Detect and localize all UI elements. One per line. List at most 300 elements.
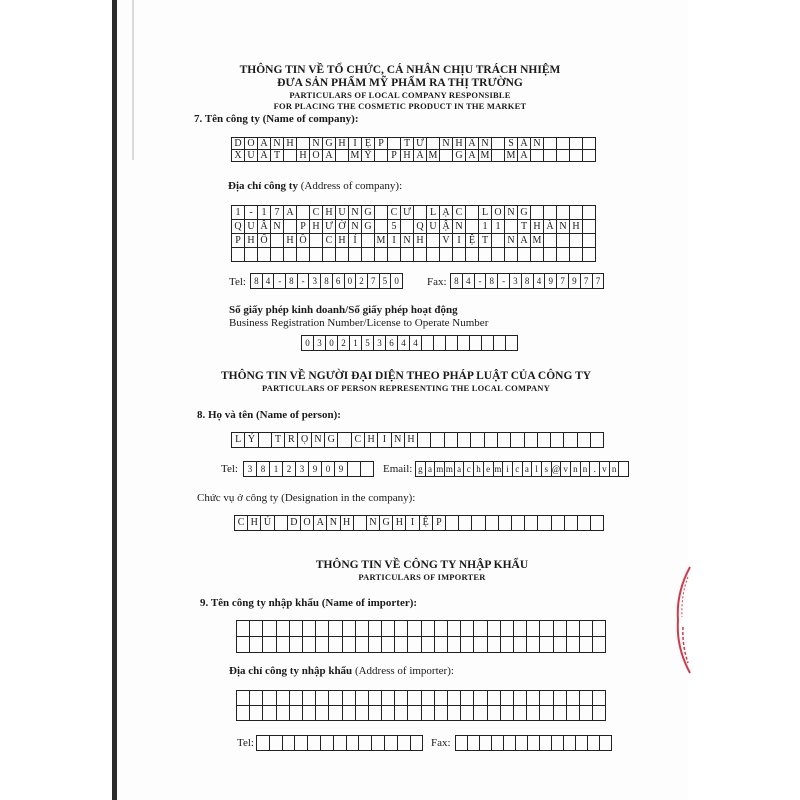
char-box: N [392,433,405,448]
importer-name-grid[interactable] [236,620,606,653]
char-box [567,637,580,653]
char-box [401,248,414,262]
char-box [511,433,524,448]
char-box: 7 [593,274,605,289]
char-box: a [523,462,533,477]
char-box [514,706,527,721]
char-box: M [505,150,518,162]
char-box [461,706,474,721]
char-box: G [325,433,338,448]
char-box [593,637,606,653]
person-email-grid[interactable] [415,461,629,477]
importer-name-label [200,597,417,609]
char-box: N [505,206,518,220]
importer-fax-label: Fax: [431,737,451,749]
char-box [290,621,303,637]
char-box: L [232,433,245,448]
char-box [408,621,421,637]
char-box [567,621,580,637]
char-box [461,621,474,637]
char-box [593,621,606,637]
char-box: C [352,433,365,448]
char-box: s [542,462,552,477]
char-box [431,433,444,448]
person-name-label-text: Họ và tên (Name of person): [208,409,341,421]
char-box: H [393,516,406,531]
char-box: e [484,462,494,477]
char-box [506,336,518,351]
char-box [369,621,382,637]
char-box [414,248,427,262]
char-box: Ọ [298,433,311,448]
char-box [557,248,570,262]
char-box [375,150,388,162]
char-box [336,150,349,162]
char-box [408,637,421,653]
char-box: À [544,220,557,234]
char-box [408,706,421,721]
person-email-label: Email: [383,463,413,475]
char-box [591,433,604,448]
char-box: D [232,138,245,150]
char-box [343,691,356,706]
char-box [501,691,514,706]
char-box [329,691,342,706]
char-box: P [433,516,446,531]
char-box: - [498,274,510,289]
char-box [375,220,388,234]
char-box [458,433,471,448]
char-box: M [427,150,440,162]
char-box: C [388,206,401,220]
char-box [359,736,372,751]
char-box [356,706,369,721]
char-box [435,706,448,721]
char-box: v [600,462,610,477]
char-box [334,736,347,751]
char-box [369,706,382,721]
char-box [338,433,351,448]
char-box [492,138,505,150]
char-box [401,220,414,234]
char-box: P [388,150,401,162]
char-box: 2 [356,274,368,289]
char-box: V [440,234,453,248]
char-box [362,234,375,248]
char-box: 7 [368,274,380,289]
char-box [448,691,461,706]
char-box [501,621,514,637]
char-box [593,706,606,721]
designation-label: Chức vụ ở công ty (Designation in the company): [197,492,416,504]
char-box: . [590,462,600,477]
char-box: L [479,206,492,220]
importer-heading: THÔNG TIN VỀ CÔNG TY NHẬP KHẨU [315,559,529,571]
char-box: H [284,234,297,248]
char-box: n [571,462,581,477]
char-box [448,637,461,653]
char-box: N [531,138,544,150]
char-box: H [365,433,378,448]
char-box: Ó [310,150,323,162]
char-box: A [518,234,531,248]
char-box [258,248,271,262]
char-box [422,637,435,653]
char-box [284,220,297,234]
char-box: H [531,220,544,234]
section-number: 9. [200,597,209,609]
char-box: c [513,462,523,477]
char-box: 1 [258,206,271,220]
char-box [411,736,424,751]
char-box [576,736,588,751]
char-box [283,736,296,751]
char-box: C [235,516,248,531]
char-box [388,248,401,262]
char-box [336,248,349,262]
char-box [290,637,303,653]
license-label-en: Business Registration Number/License to Operate Number [229,317,489,329]
char-box: 2 [283,462,296,477]
char-box [570,234,583,248]
company-tel-grid[interactable] [250,273,403,289]
char-box: 3 [510,274,522,289]
char-box [588,736,600,751]
char-box [445,433,458,448]
char-box: A [518,150,531,162]
header-title-en-1: PARTICULARS OF LOCAL COMPANY RESPONSIBLE [289,90,511,100]
char-box: 9 [569,274,581,289]
char-box [583,206,596,220]
char-box [488,637,501,653]
char-box: M [375,234,388,248]
char-box: R [285,433,298,448]
char-box [422,621,435,637]
char-box [343,621,356,637]
char-box [440,248,453,262]
char-box: 0 [345,274,357,289]
char-box: H [297,150,310,162]
char-box [459,516,472,531]
designation-grid[interactable] [234,515,604,531]
char-box: l [532,462,542,477]
char-box: H [570,220,583,234]
char-box [372,736,385,751]
char-box [516,736,528,751]
char-box [480,736,492,751]
char-box [456,736,468,751]
char-box [578,516,591,531]
char-box [271,248,284,262]
char-box: H [336,138,349,150]
char-box: v [561,462,571,477]
char-box [237,691,250,706]
char-box [277,691,290,706]
char-box [580,691,593,706]
char-box [348,462,361,477]
char-box: Ẩ [414,150,427,162]
char-box: N [557,220,570,234]
char-box [501,706,514,721]
char-box: c [464,462,474,477]
importer-address-label [229,665,454,677]
person-tel-grid[interactable] [243,461,374,477]
person-tel-label: Tel: [221,463,238,475]
char-box [275,516,288,531]
char-box [583,234,596,248]
char-box [250,621,263,637]
char-box: S [505,138,518,150]
char-box [427,138,440,150]
char-box: 5 [362,336,374,351]
char-box [578,433,591,448]
char-box: T [272,433,285,448]
char-box [525,433,538,448]
char-box: N [312,433,325,448]
char-box [544,150,557,162]
char-box [250,637,263,653]
company-address-grid[interactable] [231,205,596,262]
char-box [544,206,557,220]
char-box [303,691,316,706]
char-box [427,234,440,248]
char-box [552,736,564,751]
char-box [349,248,362,262]
char-box [435,621,448,637]
char-box: 9 [335,462,348,477]
char-box: 8 [251,274,263,289]
char-box: G [362,220,375,234]
char-box [435,691,448,706]
license-number-grid[interactable] [301,335,518,351]
company-name-label [194,113,359,125]
char-box: Q [232,220,245,234]
char-box [356,621,369,637]
company-name-label-text: Tên công ty (Name of company): [204,113,359,125]
char-box [570,248,583,262]
char-box [479,248,492,262]
char-box: H [336,234,349,248]
char-box [466,220,479,234]
char-box: - [245,206,258,220]
char-box [583,248,596,262]
char-box [474,706,487,721]
char-box [482,336,494,351]
company-fax-grid[interactable] [450,273,604,289]
char-box [525,516,538,531]
char-box [232,248,245,262]
char-box: U [427,220,440,234]
char-box: P [232,234,245,248]
char-box [259,433,272,448]
char-box [323,248,336,262]
char-box: 6 [386,336,398,351]
char-box: Ư [323,220,336,234]
char-box [504,736,516,751]
char-box: Ủ [261,516,274,531]
company-address-label-bold: Địa chỉ công ty [228,180,298,192]
char-box: G [518,206,531,220]
char-box [270,736,283,751]
char-box [494,336,506,351]
company-name-grid[interactable] [231,137,596,162]
char-box: 6 [333,274,345,289]
char-box [600,736,612,751]
char-box: H [284,138,297,150]
section-number: 7. [194,113,203,125]
char-box [271,234,284,248]
char-box [329,706,342,721]
char-box [554,691,567,706]
char-box [277,706,290,721]
char-box [540,621,553,637]
importer-fax-grid[interactable] [455,735,612,751]
char-box [316,621,329,637]
char-box: n [610,462,620,477]
char-box: 1 [232,206,245,220]
char-box: A [258,138,271,150]
char-box [385,736,398,751]
importer-address-grid[interactable] [236,690,606,721]
char-box: O [492,206,505,220]
char-box: N [401,234,414,248]
char-box [514,691,527,706]
char-box [461,691,474,706]
char-box: T [479,234,492,248]
char-box [527,637,540,653]
char-box: A [466,150,479,162]
char-box: g [416,462,426,477]
char-box [492,736,504,751]
red-seal-fragment [672,565,692,675]
company-address-label-rest: (Address of company): [297,180,403,192]
char-box: U [245,220,258,234]
char-box: 3 [244,462,257,477]
char-box [488,706,501,721]
char-box: N [349,220,362,234]
char-box: C [453,206,466,220]
char-box [375,206,388,220]
char-box [492,248,505,262]
char-box [544,248,557,262]
char-box: U [336,206,349,220]
char-box: i [503,462,513,477]
char-box [583,150,596,162]
char-box [250,691,263,706]
char-box: O [245,138,258,150]
char-box [263,621,276,637]
char-box [498,433,511,448]
char-box [538,433,551,448]
char-box [544,138,557,150]
char-box [470,336,482,351]
char-box: D [288,516,301,531]
char-box [458,336,470,351]
char-box [250,706,263,721]
char-box: N [271,220,284,234]
char-box: 3 [296,462,309,477]
char-box: a [426,462,436,477]
char-box: Ố [258,234,271,248]
char-box [277,637,290,653]
char-box [395,621,408,637]
char-box: N [310,138,323,150]
char-box [518,248,531,262]
char-box: N [440,138,453,150]
char-box [527,691,540,706]
char-box: - [475,274,487,289]
char-box: Ệ [362,138,375,150]
char-box [527,706,540,721]
char-box [303,637,316,653]
char-box: I [453,234,466,248]
char-box [538,516,551,531]
char-box: Â [466,138,479,150]
char-box [570,138,583,150]
char-box: 4 [463,274,475,289]
char-box [514,621,527,637]
char-box: 8 [522,274,534,289]
char-box [527,621,540,637]
char-box: Â [258,220,271,234]
char-box [619,462,629,477]
char-box: 3 [309,274,321,289]
char-box [362,248,375,262]
char-box [395,691,408,706]
person-name-grid[interactable] [231,432,604,448]
char-box: 8 [451,274,463,289]
char-box [398,736,411,751]
char-box [448,621,461,637]
char-box: X [232,150,245,162]
char-box: 4 [263,274,275,289]
char-box [356,637,369,653]
importer-tel-grid[interactable] [256,735,423,751]
char-box: 0 [322,462,335,477]
char-box: 8 [257,462,270,477]
char-box: 8 [486,274,498,289]
char-box [554,706,567,721]
char-box: Ư [401,206,414,220]
char-box: 3 [374,336,386,351]
importer-tel-label: Tel: [237,737,254,749]
char-box [263,637,276,653]
char-box [557,206,570,220]
char-box: I [378,433,391,448]
char-box [448,706,461,721]
char-box [567,691,580,706]
char-box [329,621,342,637]
char-box: Í [349,234,362,248]
char-box [361,462,374,477]
char-box: Ệ [420,516,433,531]
char-box [395,706,408,721]
char-box: 1 [350,336,362,351]
char-box: 4 [398,336,410,351]
char-box [440,150,453,162]
char-box: 5 [388,220,401,234]
char-box [356,691,369,706]
char-box [316,637,329,653]
char-box [499,516,512,531]
representative-subheading: PARTICULARS OF PERSON REPRESENTING THE LOCAL COMPANY [262,383,550,393]
char-box [354,516,367,531]
char-box [580,621,593,637]
char-box [414,206,427,220]
char-box [446,516,459,531]
char-box: T [271,150,284,162]
char-box: T [518,220,531,234]
